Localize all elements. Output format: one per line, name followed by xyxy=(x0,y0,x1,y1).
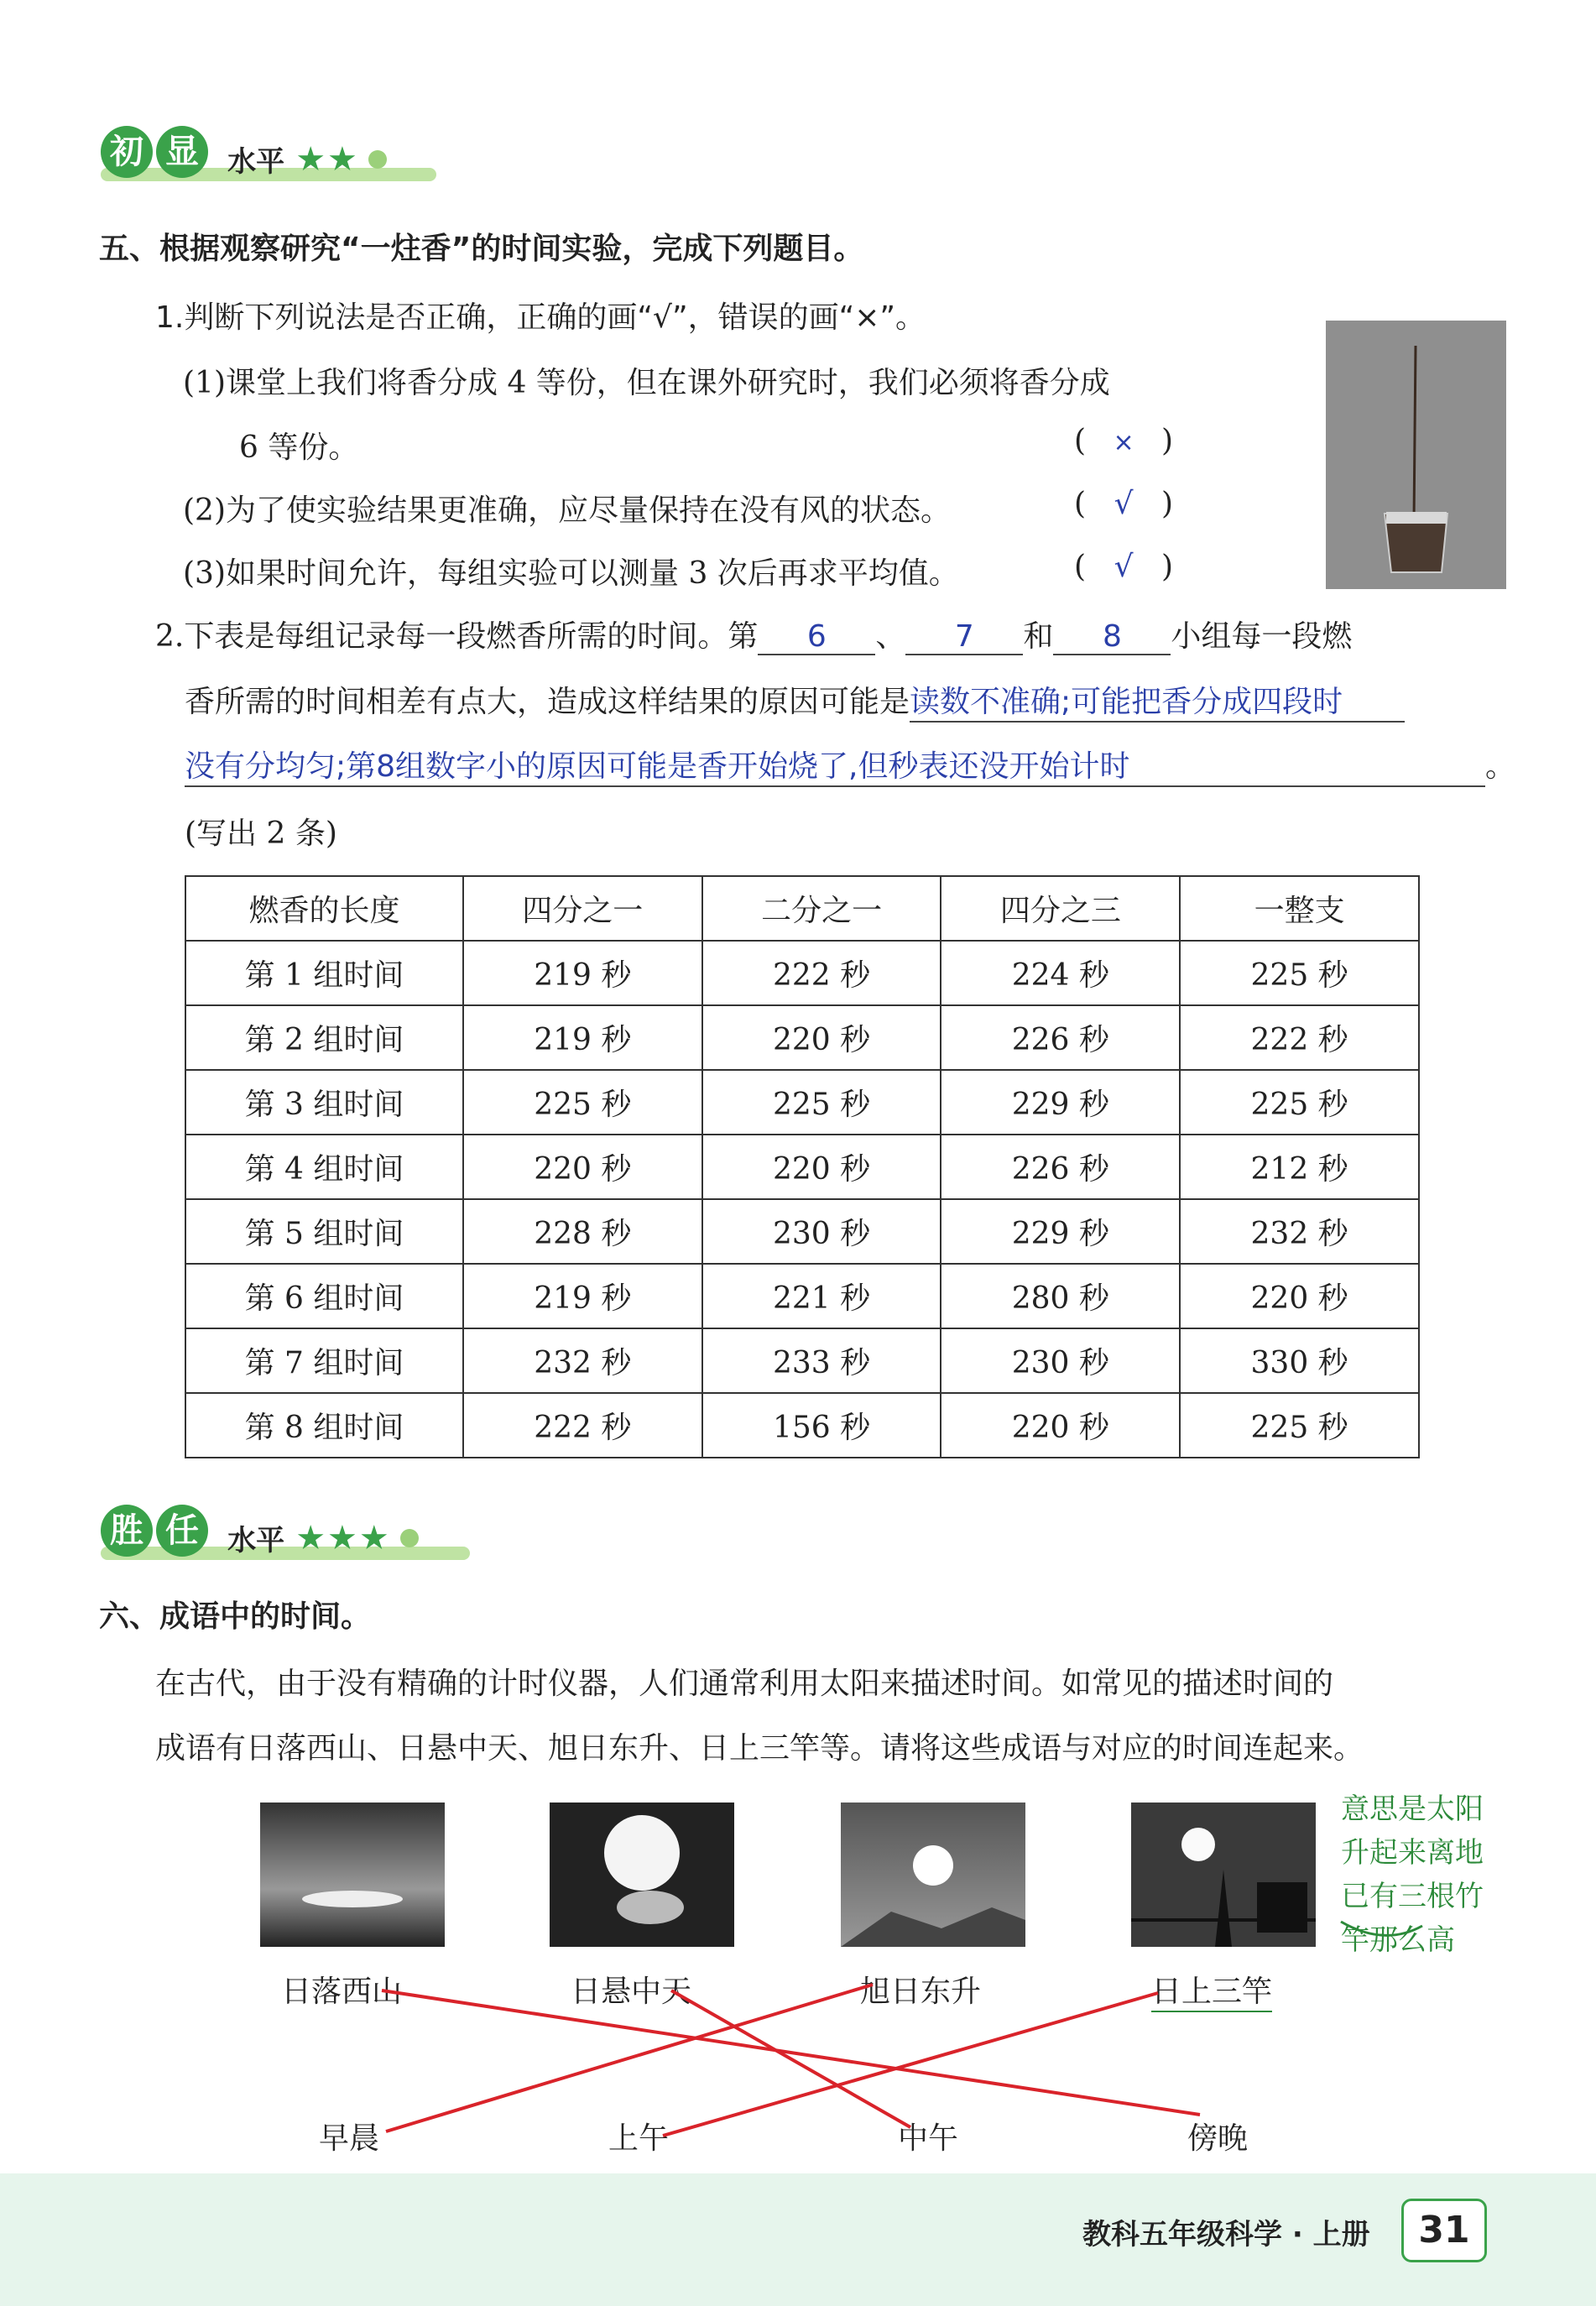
q5-part1-title: 1.判断下列说法是否正确，正确的画“√”，错误的画“×”。 xyxy=(155,300,926,335)
q5-sep2: 和 xyxy=(1023,619,1054,654)
table-cell: 233 秒 xyxy=(702,1328,941,1393)
blank-group-2: 7 xyxy=(905,619,1023,655)
table-cell: 230 秒 xyxy=(702,1199,941,1264)
table-cell: 225 秒 xyxy=(1180,1070,1419,1135)
table-cell: 330 秒 xyxy=(1180,1328,1419,1393)
table-cell: 222 秒 xyxy=(463,1393,702,1458)
book-title: 教科五年级科学 · 上册 xyxy=(1082,2218,1370,2251)
table-cell: 232 秒 xyxy=(1180,1199,1419,1264)
badge-char: 初 xyxy=(101,126,153,178)
table-cell: 222 秒 xyxy=(702,941,941,1005)
table-cell: 229 秒 xyxy=(941,1199,1180,1264)
item-1-answer-box: ( × ) xyxy=(1074,424,1174,458)
table-header-cell: 四分之三 xyxy=(941,876,1180,941)
idiom-three-poles: 日上三竿 xyxy=(1151,1968,1272,2012)
note-line: 升起来离地 xyxy=(1341,1836,1484,1870)
table-cell: 第 2 组时间 xyxy=(185,1005,463,1070)
level-label: 水平 xyxy=(227,145,285,179)
table-cell: 224 秒 xyxy=(941,941,1180,1005)
table-cell: 230 秒 xyxy=(941,1328,1180,1393)
table-cell: 220 秒 xyxy=(1180,1264,1419,1328)
item-2-answer-box: ( √ ) xyxy=(1074,487,1174,521)
idiom-noon: 日悬中天 xyxy=(571,1975,692,2009)
star-icons: ★★ xyxy=(295,139,359,179)
q5-part2-end: 。 xyxy=(1485,749,1516,784)
table-cell: 232 秒 xyxy=(463,1328,702,1393)
blank-group-3: 8 xyxy=(1053,619,1171,655)
q5-part2-reason-prompt: 香所需的时间相差有点大，造成这样结果的原因可能是 xyxy=(185,685,910,719)
table-cell: 219 秒 xyxy=(463,1264,702,1328)
table-cell: 225 秒 xyxy=(1180,941,1419,1005)
table-cell: 第 4 组时间 xyxy=(185,1135,463,1199)
line-poles-forenoon xyxy=(663,1993,1158,2136)
table-header-cell: 一整支 xyxy=(1180,876,1419,941)
table-cell: 219 秒 xyxy=(463,1005,702,1070)
table-cell: 第 3 组时间 xyxy=(185,1070,463,1135)
badge-char: 任 xyxy=(156,1505,208,1557)
table-cell: 220 秒 xyxy=(702,1005,941,1070)
table-cell: 第 5 组时间 xyxy=(185,1199,463,1264)
q5-part2-note: (写出 2 条) xyxy=(185,816,337,851)
table-cell: 第 1 组时间 xyxy=(185,941,463,1005)
time-morning: 早晨 xyxy=(319,2121,380,2156)
table-cell: 221 秒 xyxy=(702,1264,941,1328)
table-cell: 225 秒 xyxy=(1180,1393,1419,1458)
table-cell: 219 秒 xyxy=(463,941,702,1005)
table-header-cell: 二分之一 xyxy=(702,876,941,941)
table-cell: 226 秒 xyxy=(941,1005,1180,1070)
note-arrow-icon xyxy=(1341,1922,1422,1935)
reason-answer-2: 没有分均匀;第8组数字小的原因可能是香开始烧了,但秒表还没开始计时 xyxy=(185,743,1485,787)
q6-title: 六、成语中的时间。 xyxy=(99,1599,372,1634)
q5-part2-pre: 2.下表是每组记录每一段燃香所需的时间。第 xyxy=(155,619,759,654)
time-evening: 傍晚 xyxy=(1187,2121,1249,2156)
page-number: 31 xyxy=(1401,2199,1487,2262)
line-sunrise-morning xyxy=(386,1985,873,2131)
note-line: 已有三根竹 xyxy=(1341,1880,1484,1913)
item-1-answer: × xyxy=(1113,428,1134,457)
item-2-line1: (2)为了使实验结果更准确，应尽量保持在没有风的状态。 xyxy=(183,493,951,528)
item-3-line1: (3)如果时间允许，每组实验可以测量 3 次后再求平均值。 xyxy=(183,556,959,591)
note-line: 意思是太阳 xyxy=(1341,1792,1484,1826)
q5-part2-post: 小组每一段燃 xyxy=(1171,619,1353,654)
table-cell: 220 秒 xyxy=(941,1393,1180,1458)
reason-answer-1: 读数不准确;可能把香分成四段时 xyxy=(910,678,1405,723)
item-3-answer: √ xyxy=(1114,550,1134,584)
q5-sep1: 、 xyxy=(875,619,906,654)
table-cell: 280 秒 xyxy=(941,1264,1180,1328)
note-line: 竿那么高 xyxy=(1341,1923,1455,1957)
table-cell: 156 秒 xyxy=(702,1393,941,1458)
item-1-line1: (1)课堂上我们将香分成 4 等份，但在课外研究时，我们必须将香分成 xyxy=(183,366,1110,400)
item-2-answer: √ xyxy=(1114,487,1134,521)
table-cell: 229 秒 xyxy=(941,1070,1180,1135)
q6-line1: 在古代，由于没有精确的计时仪器，人们通常利用太阳来描述时间。如常见的描述时间的 xyxy=(155,1667,1334,1701)
item-3-answer-box: ( √ ) xyxy=(1074,550,1174,584)
table-cell: 220 秒 xyxy=(463,1135,702,1199)
time-noon: 中午 xyxy=(898,2121,959,2156)
table-cell: 第 8 组时间 xyxy=(185,1393,463,1458)
table-cell: 225 秒 xyxy=(702,1070,941,1135)
badge-char: 显 xyxy=(156,126,208,178)
table-cell: 222 秒 xyxy=(1180,1005,1419,1070)
idiom-sunset: 日落西山 xyxy=(281,1975,403,2009)
time-forenoon: 上午 xyxy=(608,2121,670,2156)
table-header-cell: 四分之一 xyxy=(463,876,702,941)
star-icons: ★★★ xyxy=(295,1518,391,1557)
table-cell: 226 秒 xyxy=(941,1135,1180,1199)
table-cell: 第 6 组时间 xyxy=(185,1264,463,1328)
q5-title: 五、根据观察研究“一炷香”的时间实验，完成下列题目。 xyxy=(99,232,864,266)
table-cell: 228 秒 xyxy=(463,1199,702,1264)
idiom-sunrise: 旭日东升 xyxy=(860,1975,982,2009)
badge-char: 胜 xyxy=(101,1505,153,1557)
table-header-cell: 燃香的长度 xyxy=(185,876,463,941)
level-label: 水平 xyxy=(227,1524,285,1557)
q6-line2: 成语有日落西山、日悬中天、旭日东升、日上三竿等。请将这些成语与对应的时间连起来。 xyxy=(155,1731,1364,1766)
blank-group-1: 6 xyxy=(758,619,875,655)
table-cell: 225 秒 xyxy=(463,1070,702,1135)
item-1-line2: 6 等份。 xyxy=(239,430,359,465)
table-cell: 第 7 组时间 xyxy=(185,1328,463,1393)
table-cell: 212 秒 xyxy=(1180,1135,1419,1199)
table-cell: 220 秒 xyxy=(702,1135,941,1199)
